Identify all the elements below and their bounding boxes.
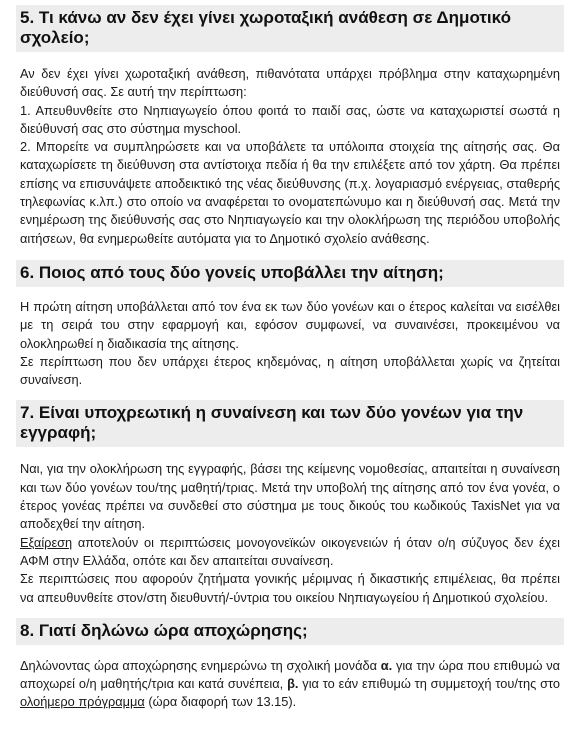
underlined-link-text: ολοήμερο πρόγραμμα — [20, 694, 145, 710]
text: για την ώρα που επιθυμώ να αποχωρεί ο/η μαθητής/τρια και κατά συνέπεια, — [20, 657, 560, 692]
paragraph — [20, 534, 560, 571]
paragraph: Αν δεν έχει γίνει χωροταξική ανάθεση, πιθανότατα υπάρχει πρόβλημα στην καταχωρημένη διεύθυνσή σας. Σε αυτή την περίπτωση: — [20, 66, 560, 100]
paragraph — [20, 657, 560, 712]
paragraph: 1. Απευθυνθείτε στο Νηπιαγωγείο όπου φοιτά το παιδί σας, ώστε να καταχωριστεί σωστά η διεύθυνσή σας στο σύστημα myschool. — [20, 102, 560, 136]
text: Δηλώνοντας ώρα αποχώρησης ενημερώνω τη σχολική μονάδα — [20, 657, 381, 673]
text: για το εάν επιθυμώ τη συμμετοχή του/της στο — [298, 676, 560, 692]
section-body — [16, 65, 564, 248]
paragraph: 2. Μπορείτε να συμπληρώσετε και να υποβάλετε τα υπόλοιπα στοιχεία της αίτησής σας. Θα καταχωρίσετε τη διεύθυνση στα αντίστοιχα πεδία ή θα την επιλέξετε από τον χάρτη. Θα πρέπει επίσης να επισυνάψετε αποδεικτικό της νέας διεύθυνσης (π.χ. λογαριασμό ενέργειας, σταθερής τηλεφωνίας κ.λπ.) στο οποίο να αναφέρεται το ονοματεπώνυμο και η διεύθυνσή σας. Μετά την ενημέρωση της διεύθυνσής σας στο Νηπιαγωγείο και την ολοκλήρωση της περιόδου υποβολής αιτήσεων, θα ενημερωθείτε αυτόματα για το Δημοτικό σχολείο ανάθεσης. — [20, 139, 560, 246]
faq-section-8 — [16, 618, 564, 712]
document — [16, 0, 564, 712]
section-heading: 8. Γιατί δηλώνω ώρα αποχώρησης; — [16, 618, 564, 645]
paragraph: Σε περιπτώσεις που αφορούν ζητήματα γονικής μέριμνας ή δικαστικής επιμέλειας, θα πρέπει να απευθυνθείτε στον/στη διευθυντή/-ύντρια του οικείου Νηπιαγωγείου ή Δημοτικού σχολείου. — [20, 571, 560, 605]
bold-marker: α. — [380, 657, 393, 673]
section-body — [16, 657, 564, 712]
paragraph: Σε περίπτωση που δεν υπάρχει έτερος κηδεμόνας, η αίτηση υποβάλλεται χωρίς να ζητείται συναίνεση. — [20, 353, 560, 388]
section-body — [16, 460, 564, 606]
paragraph: Ναι, για την ολοκλήρωση της εγγραφής, βάσει της κείμενης νομοθεσίας, απαιτείται η συναίνεση και των δύο γονέων του/της μαθητή/τριας. Μετά την υποβολή της αίτησης από τον ένα γονέα, ο έτερος γονέας πρέπει να συνδεθεί στο σύστημα με τους δικούς του κωδικούς TaxisNet για να αποδεχθεί την αίτηση. — [20, 461, 560, 532]
underlined-text: Εξαίρεση — [20, 534, 73, 550]
section-heading: 6. Ποιος από τους δύο γονείς υποβάλλει την αίτηση; — [16, 260, 564, 287]
faq-section-7 — [16, 400, 564, 606]
paragraph: Η πρώτη αίτηση υποβάλλεται από τον ένα εκ των δύο γονέων και ο έτερος καλείται να εισέλθει με τη σειρά του στην εφαρμογή και, εφόσον συμφωνεί, να συναινέσει, προκειμένου να ολοκληρωθεί η διαδικασία της αίτησης. — [20, 298, 560, 351]
section-heading: 7. Είναι υποχρεωτική η συναίνεση και των δύο γονέων για την εγγραφή; — [16, 400, 564, 447]
text: (ώρα διαφορή των 13.15). — [144, 694, 297, 710]
faq-section-6 — [16, 260, 564, 389]
section-heading: 5. Τι κάνω αν δεν έχει γίνει χωροταξική ανάθεση σε Δημοτικό σχολείο; — [16, 5, 564, 52]
faq-section-5 — [16, 5, 564, 248]
text: αποτελούν οι περιπτώσεις μονογονεϊκών οικογενειών ή όταν ο/η σύζυγος δεν έχει ΑΦΜ στην Ελλάδα, οπότε και δεν απαιτείται συναίνεση. — [20, 534, 560, 568]
bold-marker: β. — [287, 676, 299, 692]
section-body — [16, 298, 564, 389]
